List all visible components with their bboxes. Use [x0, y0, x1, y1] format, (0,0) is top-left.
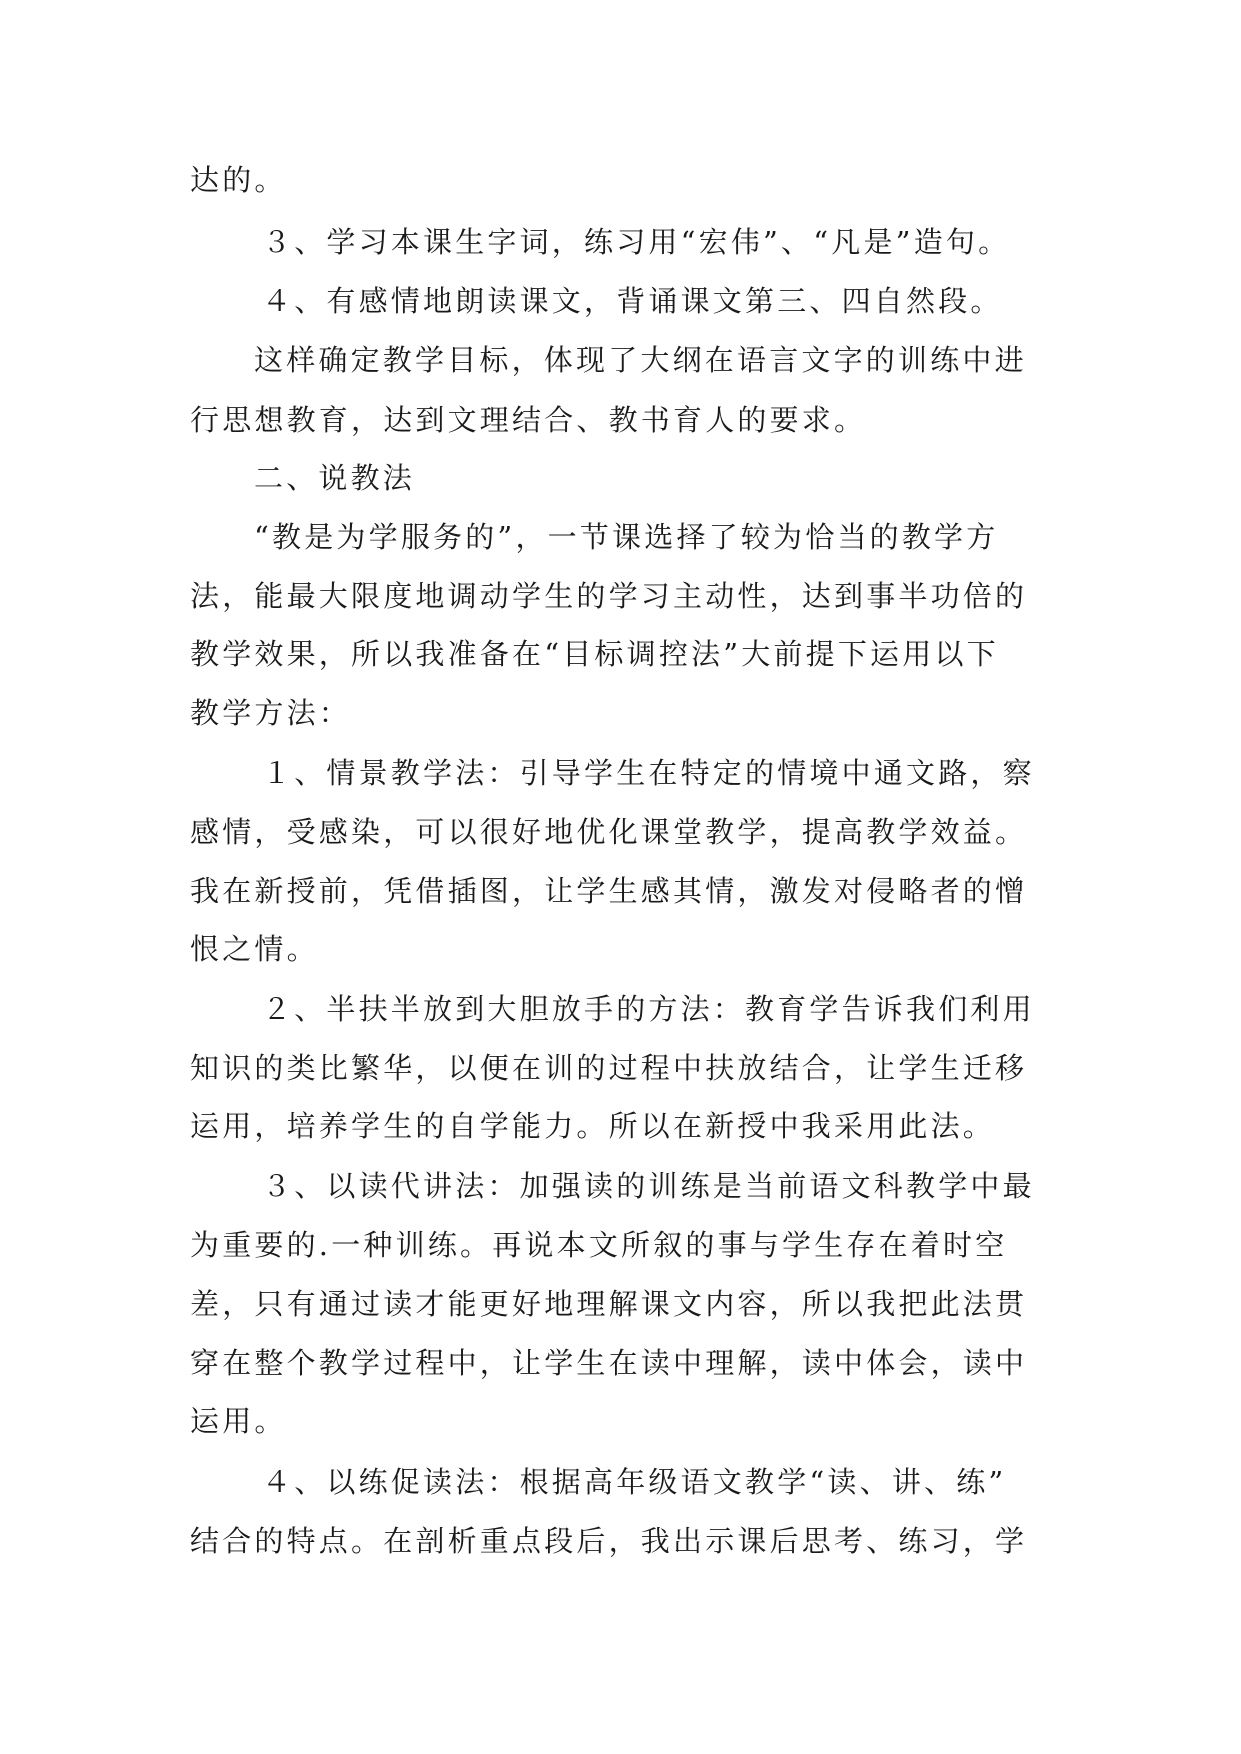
text-line: 达的。 — [190, 163, 287, 197]
text-line: 教学效果，所以我准备在“目标调控法”大前提下运用以下 — [190, 637, 999, 671]
text-line: 运用。 — [190, 1404, 287, 1438]
text-line: 结合的特点。在剖析重点段后，我出示课后思考、练习，学 — [190, 1524, 1028, 1558]
text-line: 穿在整个教学过程中，让学生在读中理解，读中体会，读中 — [190, 1346, 1028, 1380]
text-line: 恨之情。 — [190, 932, 319, 966]
text-line: 行思想教育，达到文理结合、教书育人的要求。 — [190, 403, 867, 437]
text-line: 运用，培养学生的自学能力。所以在新授中我采用此法。 — [190, 1109, 996, 1143]
text-line: 教学方法： — [190, 696, 352, 730]
text-line: 法，能最大限度地调动学生的学习主动性，达到事半功倍的 — [190, 579, 1028, 613]
text-line: 为重要的.一种训练。再说本文所叙的事与学生存在着时空 — [190, 1228, 1008, 1262]
section-heading: 二、说教法 — [254, 461, 416, 495]
text-line: １、情景教学法：引导学生在特定的情境中通文路，察 — [262, 756, 1035, 790]
text-line: 这样确定教学目标，体现了大纲在语言文字的训练中进 — [254, 343, 1027, 377]
text-line: ２、半扶半放到大胆放手的方法：教育学告诉我们利用 — [262, 992, 1035, 1026]
text-line: ３、以读代讲法：加强读的训练是当前语文科教学中最 — [262, 1169, 1035, 1203]
text-line: 感情，受感染，可以很好地优化课堂教学，提高教学效益。 — [190, 815, 1028, 849]
text-line: 差，只有通过读才能更好地理解课文内容，所以我把此法贯 — [190, 1287, 1028, 1321]
text-line: ３、学习本课生字词，练习用“宏伟”、“凡是”造句。 — [262, 225, 1011, 259]
text-line: 知识的类比繁华，以便在训的过程中扶放结合，让学生迁移 — [190, 1051, 1028, 1085]
text-line: “教是为学服务的”，一节课选择了较为恰当的教学方 — [254, 520, 999, 554]
text-line: ４、有感情地朗读课文，背诵课文第三、四自然段。 — [262, 284, 1003, 318]
text-line: 我在新授前，凭借插图，让学生感其情，激发对侵略者的憎 — [190, 874, 1028, 908]
text-line: ４、以练促读法：根据高年级语文教学“读、讲、练” — [262, 1465, 1007, 1499]
